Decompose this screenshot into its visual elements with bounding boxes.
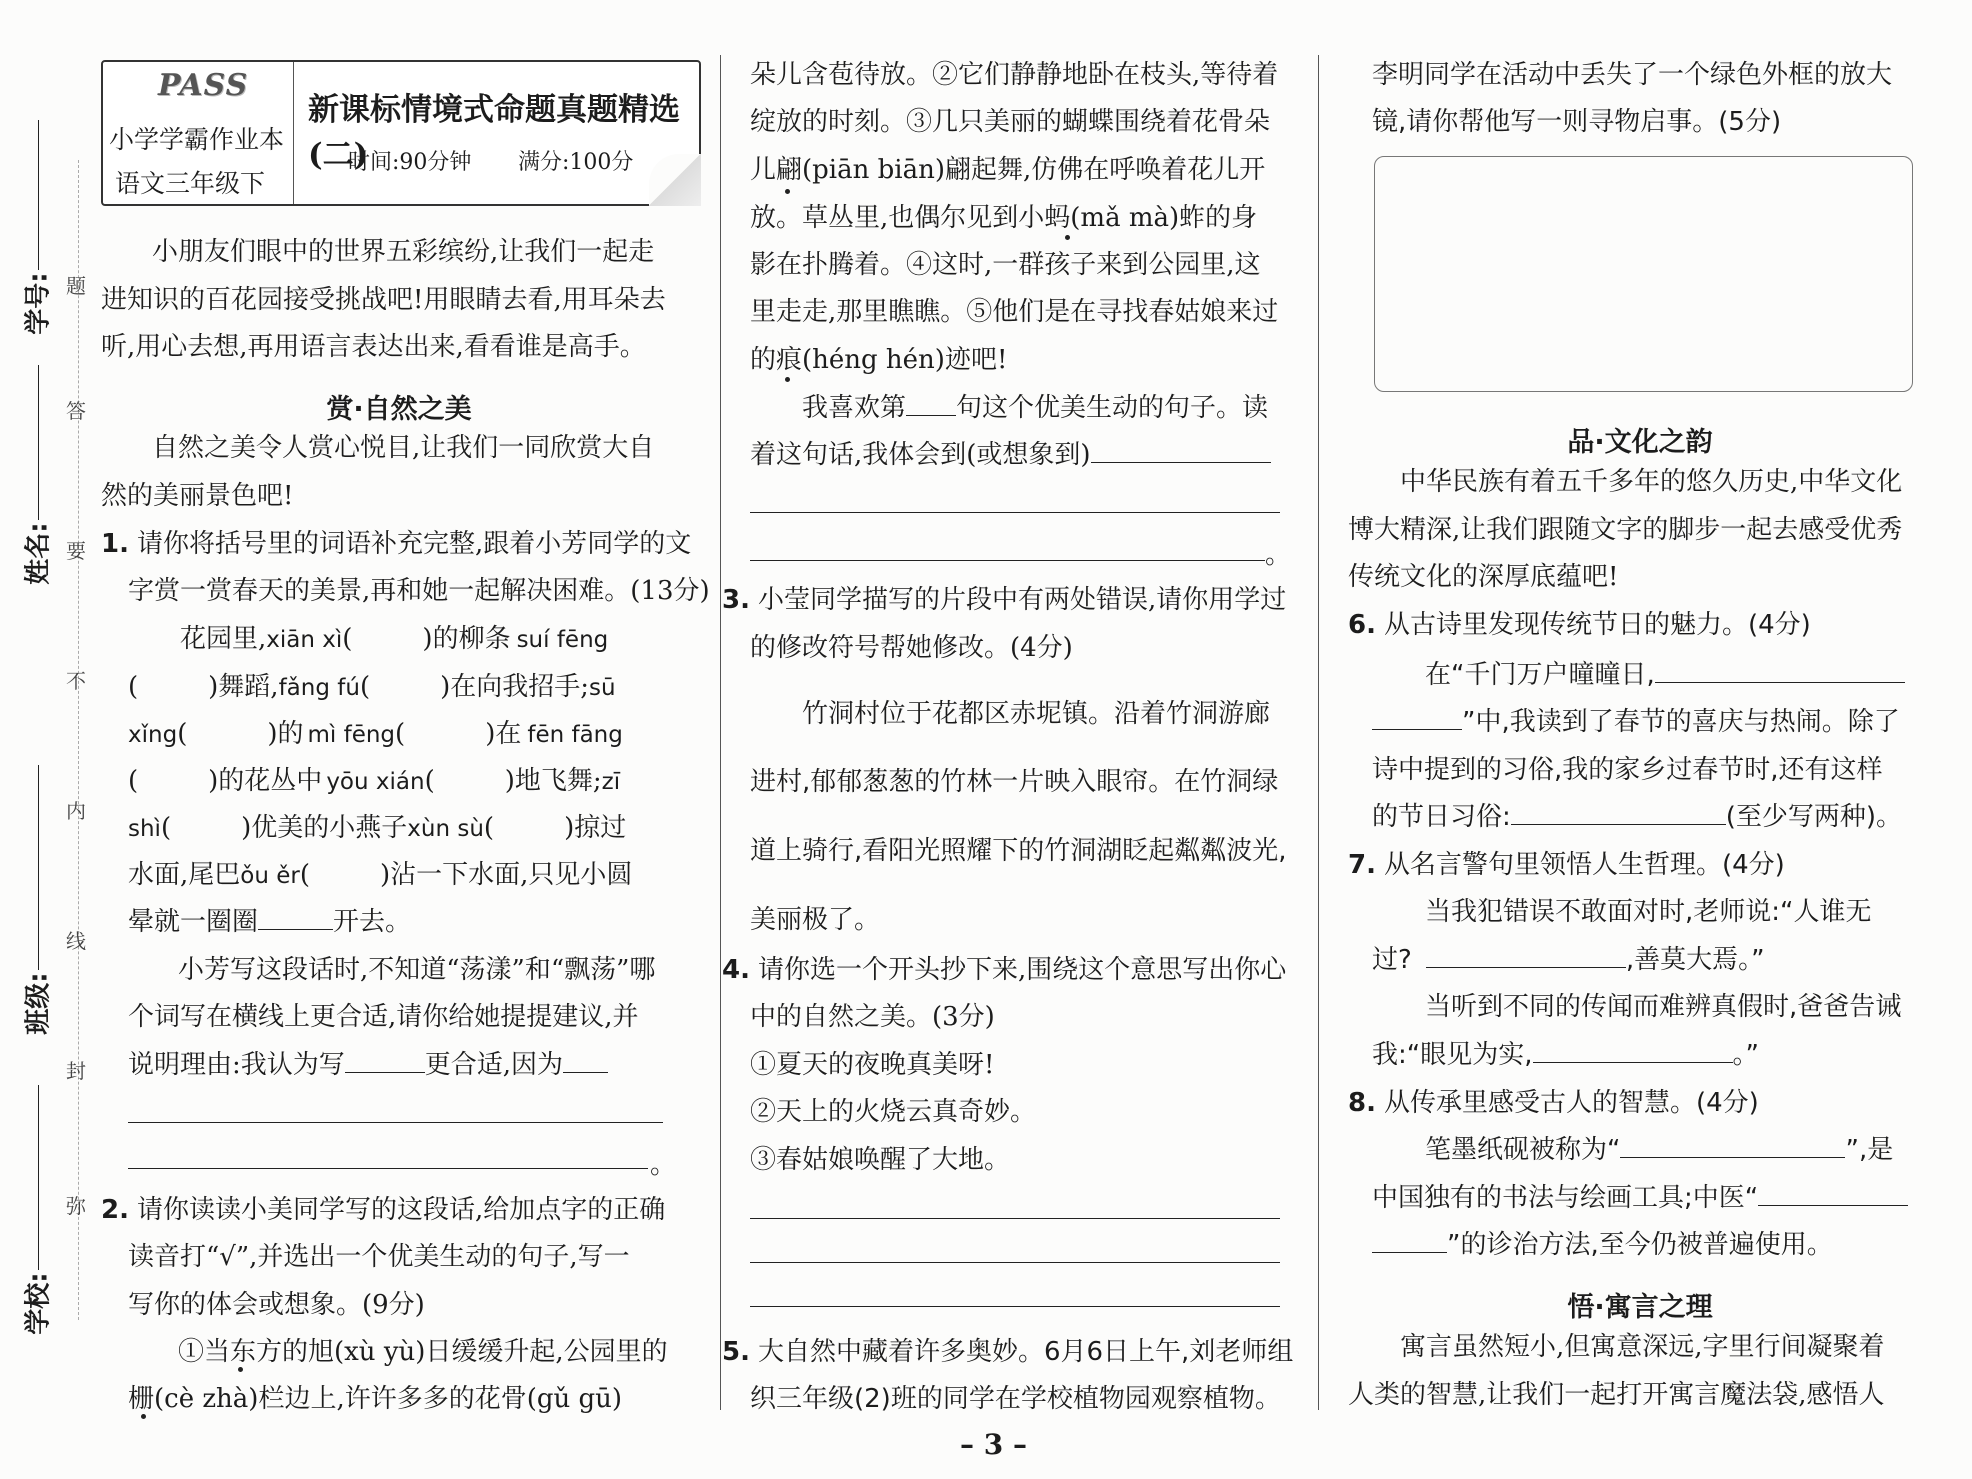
q1-pinyin: xùn sù bbox=[407, 816, 484, 842]
q1-line-1: 请你将括号里的词语补充完整,跟着小芳同学的文 bbox=[136, 529, 692, 559]
emphasis-dot bbox=[785, 377, 790, 382]
student-id-line[interactable] bbox=[38, 120, 39, 270]
emphasis-dot bbox=[141, 1414, 146, 1419]
binding-char-4: 不 bbox=[66, 669, 86, 693]
section-culture-intro-2: 博大精深,让我们跟随文字的脚步一起去感受优秀 bbox=[1348, 515, 1903, 545]
q6-line-3: 诗中提到的习俗,我的家乡过春节时,还有这样 bbox=[1372, 755, 1883, 785]
binding-char-6: 线 bbox=[66, 929, 86, 953]
time-label: 时间:90分钟 bbox=[348, 150, 472, 175]
q8-text: ”的诊治方法,至今仍被普遍使用。 bbox=[1447, 1230, 1833, 1260]
binding-char-1: 题 bbox=[66, 274, 86, 298]
q1-pinyin: fǎng fú bbox=[278, 675, 360, 701]
q1-text: )沾一下水面,只见小圆 bbox=[380, 860, 633, 890]
q1-pinyin: xiān xì bbox=[266, 627, 343, 653]
q7-text: 。” bbox=[1732, 1040, 1759, 1070]
q7-line-3: 当听到不同的传闻而难辨真假时,爸爸告诫 bbox=[1425, 992, 1902, 1022]
q1-text-2: 字赏一赏春天的美景,再和她一起解决困难。(13分) bbox=[128, 576, 710, 606]
school-label: 学校: bbox=[23, 1272, 54, 1335]
q1-bracket[interactable]: ( bbox=[128, 672, 139, 702]
q8-line-2 bbox=[1372, 1183, 1908, 1213]
section-nature-intro-1: 自然之美令人赏心悦目,让我们一同欣赏大自 bbox=[152, 433, 655, 463]
q1-number: 1. bbox=[101, 529, 129, 559]
q8-title-text: 从传承里感受古人的智慧。(4分) bbox=[1383, 1088, 1759, 1118]
q4-option-3: ③春姑娘唤醒了大地。 bbox=[750, 1145, 1011, 1175]
q7-line-4 bbox=[1372, 1040, 1759, 1070]
q3-text-1 bbox=[722, 585, 1286, 615]
binding-char-8: 弥 bbox=[66, 1194, 86, 1218]
q8-tools-blank[interactable] bbox=[1620, 1135, 1845, 1158]
q2-cont-6: 里走走,那里瞧瞧。⑤他们是在寻找春姑娘来过 bbox=[750, 297, 1279, 327]
q1-text: 花园里, bbox=[180, 624, 267, 654]
binding-dashed-line bbox=[78, 160, 79, 1320]
q6-text: 的节日习俗: bbox=[1372, 802, 1511, 832]
q1-pinyin: shì bbox=[128, 816, 161, 842]
q1-bracket[interactable]: ( bbox=[177, 719, 188, 749]
q7-title bbox=[1348, 850, 1785, 880]
q1-text: )掠过 bbox=[564, 813, 627, 843]
page-curl bbox=[649, 154, 701, 206]
q1-passage-line-1 bbox=[180, 624, 608, 655]
q1-reason-blank[interactable] bbox=[563, 1050, 608, 1073]
q1-answer-line-2[interactable] bbox=[128, 1168, 648, 1169]
q2-answer-1 bbox=[802, 393, 1268, 423]
q1-text: )的柳条 bbox=[422, 624, 511, 654]
q1-period: 。 bbox=[650, 1150, 677, 1180]
q8-text: ”,是 bbox=[1845, 1135, 1894, 1165]
column-divider-1 bbox=[720, 55, 721, 1410]
q7-number: 7. bbox=[1348, 850, 1376, 880]
q2-cont-1: 朵儿含苞待放。②它们静静地卧在枝头,等待着 bbox=[750, 60, 1279, 90]
q1-blank[interactable] bbox=[258, 907, 333, 930]
score-label: 满分:100分 bbox=[518, 150, 634, 175]
q1-bracket[interactable]: ( bbox=[160, 813, 172, 843]
binding-char-2: 答 bbox=[66, 399, 86, 423]
q2-cont-5: 影在扑腾着。④这时,一群孩子来到公园里,这 bbox=[750, 250, 1261, 280]
q2-cont-7: 的痕(héng hén)迹吧! bbox=[750, 345, 1008, 375]
q1-bracket[interactable]: ( bbox=[299, 860, 310, 890]
q8-line-1 bbox=[1425, 1135, 1893, 1165]
q2-sentence-blank[interactable] bbox=[906, 393, 956, 416]
q6-text: (至少写两种)。 bbox=[1725, 802, 1903, 832]
q8-text: 笔墨纸砚被称为“ bbox=[1425, 1135, 1621, 1165]
q1-bracket[interactable]: ( bbox=[128, 766, 139, 796]
q1-passage-line-7 bbox=[128, 907, 411, 937]
q1-pinyin: zī bbox=[601, 769, 621, 795]
q4-text-1 bbox=[722, 955, 1286, 985]
q2-passage-1: ①当东方的旭(xù yù)日缓缓升起,公园里的 bbox=[178, 1337, 668, 1367]
school-line[interactable] bbox=[38, 1085, 39, 1270]
q1-follow-2: 个词写在横线上更合适,请你给她提提建议,并 bbox=[128, 1002, 639, 1032]
q7-text: 过? bbox=[1372, 945, 1412, 975]
q7-text: ,善莫大焉。” bbox=[1625, 945, 1765, 975]
q4-option-1: ①夏天的夜晚真美呀! bbox=[750, 1050, 995, 1080]
q1-word-blank[interactable] bbox=[345, 1050, 425, 1073]
class-line[interactable] bbox=[38, 765, 39, 970]
student-id-label: 学号: bbox=[23, 272, 54, 335]
q7-title-text: 从名言警句里领悟人生哲理。(4分) bbox=[1383, 850, 1785, 880]
header-divider bbox=[293, 62, 294, 204]
q1-text: )的 bbox=[267, 719, 304, 749]
q4-answer-line-1[interactable] bbox=[750, 1218, 1280, 1219]
class-label: 班级: bbox=[23, 972, 54, 1035]
q3-line-1: 小莹同学描写的片段中有两处错误,请你用学过 bbox=[757, 585, 1287, 615]
q2-answer-line-2[interactable] bbox=[750, 560, 1265, 561]
q5-cont-2: 镜,请你帮他写一则寻物启事。(5分) bbox=[1372, 107, 1782, 137]
q1-bracket[interactable]: ( bbox=[342, 624, 353, 654]
q3-text-2: 的修改符号帮她修改。(4分) bbox=[750, 633, 1073, 663]
section-nature-heading: 赏·自然之美 bbox=[326, 394, 472, 425]
q2-text: 着这句话,我体会到(或想象到) bbox=[750, 440, 1091, 470]
q8-title bbox=[1348, 1088, 1759, 1118]
section-nature-intro-2: 然的美丽景色吧! bbox=[101, 481, 294, 511]
q6-text: ”中,我读到了春节的喜庆与热闹。除了 bbox=[1462, 707, 1900, 737]
q1-follow-1: 小芳写这段话时,不知道“荡漾”和“飘荡”哪 bbox=[178, 955, 656, 985]
q2-period: 。 bbox=[1265, 540, 1292, 570]
grade-label: 语文三年级下 bbox=[115, 169, 266, 198]
q6-poem-blank-2[interactable] bbox=[1372, 707, 1462, 730]
q1-text: )地飞舞; bbox=[504, 766, 602, 796]
q1-text: )舞蹈, bbox=[208, 672, 279, 702]
q6-poem-blank[interactable] bbox=[1655, 660, 1905, 683]
q5-number: 5. bbox=[722, 1337, 750, 1367]
binding-char-3: 要 bbox=[66, 539, 86, 563]
section-culture-intro-1: 中华民族有着五千多年的悠久历史,中华文化 bbox=[1400, 467, 1903, 497]
section-fable-intro-2: 人类的智慧,让我们一起打开寓言魔法袋,感悟人 bbox=[1348, 1380, 1885, 1410]
section-culture-heading: 品·文化之韵 bbox=[1567, 427, 1713, 458]
series-name: 小学学霸作业本 bbox=[109, 125, 285, 154]
q1-pinyin: mì fēng bbox=[307, 722, 396, 748]
q2-text-3: 写你的体会或想象。(9分) bbox=[128, 1290, 425, 1320]
q3-passage-2: 进村,郁郁葱葱的竹林一片映入眼帘。在竹洞绿 bbox=[750, 767, 1279, 797]
q1-pinyin: sū bbox=[589, 675, 616, 701]
q2-text: 我喜欢第 bbox=[802, 393, 907, 423]
q1-bracket[interactable]: ( bbox=[395, 719, 406, 749]
section-fable-heading: 悟·寓言之理 bbox=[1567, 1292, 1713, 1323]
q4-answer-line-2[interactable] bbox=[750, 1262, 1280, 1263]
emphasis-dot bbox=[1065, 235, 1070, 240]
exam-title: 新课标情境式命题真题精选(二) bbox=[308, 92, 680, 173]
q1-text: )在 bbox=[485, 719, 522, 749]
q2-passage-2: 栅(cè zhà)栏边上,许许多多的花骨(gǔ gū) bbox=[128, 1384, 623, 1414]
q2-line-1: 请你读读小美同学写的这段话,给加点字的正确 bbox=[136, 1195, 666, 1225]
q1-pinyin: xǐng bbox=[128, 722, 178, 748]
q2-text-1 bbox=[101, 1195, 665, 1225]
q3-passage-1: 竹洞村位于花都区赤坭镇。沿着竹洞游廊 bbox=[802, 699, 1271, 729]
column-divider-2 bbox=[1318, 55, 1319, 1410]
lost-notice-box[interactable] bbox=[1374, 156, 1913, 392]
q8-line-3 bbox=[1372, 1230, 1833, 1260]
q7-line-2 bbox=[1372, 945, 1765, 975]
q6-line-4 bbox=[1372, 802, 1902, 832]
q3-passage-4: 美丽极了。 bbox=[750, 905, 881, 935]
q1-bracket[interactable]: ( bbox=[359, 672, 371, 702]
q8-text: 中国独有的书法与绘画工具;中医“ bbox=[1372, 1183, 1759, 1213]
q2-answer-line-1[interactable] bbox=[750, 512, 1280, 513]
q1-passage-line-5 bbox=[128, 813, 626, 844]
q1-bracket[interactable]: ( bbox=[424, 766, 435, 796]
emphasis-dot bbox=[238, 1367, 243, 1372]
name-label: 姓名: bbox=[23, 522, 54, 585]
q5-cont-1: 李明同学在活动中丢失了一个绿色外框的放大 bbox=[1372, 60, 1893, 90]
page-number: – 3 – bbox=[960, 1428, 1027, 1461]
q8-number: 8. bbox=[1348, 1088, 1376, 1118]
q2-number: 2. bbox=[101, 1195, 129, 1225]
q6-line-1 bbox=[1425, 660, 1905, 690]
q6-title bbox=[1348, 610, 1811, 640]
q4-text-2: 中的自然之美。(3分) bbox=[750, 1002, 995, 1032]
q2-text: 句这个优美生动的句子。读 bbox=[956, 393, 1269, 423]
q6-line-2 bbox=[1372, 707, 1900, 737]
q1-text: 晕就一圈圈 bbox=[128, 907, 259, 937]
q1-text: )优美的小燕子 bbox=[241, 813, 408, 843]
q6-text: 在“千门万户曈曈日, bbox=[1425, 660, 1655, 690]
q4-option-2: ②天上的火烧云真奇妙。 bbox=[750, 1097, 1037, 1127]
q3-number: 3. bbox=[722, 585, 750, 615]
q4-number: 4. bbox=[722, 955, 750, 985]
q1-text: )在向我招手; bbox=[440, 672, 589, 702]
q2-feel-blank[interactable] bbox=[1091, 440, 1271, 463]
section-fable-intro-1: 寓言虽然短小,但寓意深远,字里行间凝聚着 bbox=[1400, 1332, 1885, 1362]
q2-answer-2 bbox=[750, 440, 1271, 470]
q4-line-1: 请你选一个开头抄下来,围绕这个意思写出你心 bbox=[757, 955, 1287, 985]
q1-text: 更合适,因为 bbox=[424, 1050, 564, 1080]
q8-medicine-blank-2[interactable] bbox=[1372, 1230, 1447, 1253]
q7-quote-blank[interactable] bbox=[1426, 945, 1626, 968]
q2-text-2: 读音打“√”,并选出一个优美生动的句子,写一 bbox=[128, 1242, 630, 1272]
name-line[interactable] bbox=[38, 365, 39, 520]
q1-passage-line-6 bbox=[128, 860, 632, 891]
q4-answer-line-3[interactable] bbox=[750, 1306, 1280, 1307]
pass-logo: PASS bbox=[158, 68, 249, 103]
intro-line-1: 小朋友们眼中的世界五彩缤纷,让我们一起走 bbox=[152, 237, 655, 267]
q2-cont-3: 儿翩(piān biān)翩起舞,仿佛在呼唤着花儿开 bbox=[750, 155, 1266, 185]
q2-cont-4: 放。草丛里,也偶尔见到小蚂(mǎ mà)蚱的身 bbox=[750, 203, 1258, 233]
q1-pinyin: ǒu ěr bbox=[240, 863, 300, 889]
intro-line-3: 听,用心去想,再用语言表达出来,看看谁是高手。 bbox=[101, 332, 646, 362]
q5-text-2: 织三年级(2)班的同学在学校植物园观察植物。 bbox=[750, 1384, 1281, 1414]
q1-pinyin: fēn fāng bbox=[527, 722, 623, 748]
q1-text: )的花丛中 bbox=[208, 766, 323, 796]
q2-cont-2: 绽放的时刻。③几只美丽的蝴蝶围绕着花骨朵 bbox=[750, 107, 1271, 137]
emphasis-dot bbox=[785, 189, 790, 194]
q1-text: 说明理由:我认为写 bbox=[128, 1050, 345, 1080]
intro-line-2: 进知识的百花园接受挑战吧!用眼睛去看,用耳朵去 bbox=[101, 285, 666, 315]
q1-text-1 bbox=[101, 529, 691, 559]
q1-pinyin: suí fēng bbox=[516, 627, 609, 653]
q1-bracket[interactable]: ( bbox=[483, 813, 495, 843]
q5-text-1 bbox=[722, 1337, 1293, 1367]
q3-passage-3: 道上骑行,看阳光照耀下的竹洞湖眨起粼粼波光, bbox=[750, 836, 1287, 866]
binding-char-5: 内 bbox=[66, 799, 86, 823]
q7-text: 我:“眼见为实, bbox=[1372, 1040, 1533, 1070]
section-culture-intro-3: 传统文化的深厚底蕴吧! bbox=[1348, 562, 1619, 592]
q5-line-1: 大自然中藏着许多奥妙。6月6日上午,刘老师组 bbox=[757, 1337, 1294, 1367]
q8-medicine-blank[interactable] bbox=[1758, 1183, 1908, 1206]
q6-number: 6. bbox=[1348, 610, 1376, 640]
q6-title-text: 从古诗里发现传统节日的魅力。(4分) bbox=[1383, 610, 1811, 640]
q1-passage-line-3 bbox=[128, 719, 623, 750]
q1-follow-3 bbox=[128, 1050, 608, 1080]
binding-char-7: 封 bbox=[66, 1059, 86, 1083]
q1-passage-line-4 bbox=[128, 766, 620, 797]
q1-text: 开去。 bbox=[333, 907, 412, 937]
header-box bbox=[101, 60, 701, 206]
q6-custom-blank[interactable] bbox=[1511, 802, 1726, 825]
q7-saying-blank[interactable] bbox=[1533, 1040, 1733, 1063]
q1-text: 水面,尾巴 bbox=[128, 860, 241, 890]
q1-passage-line-2 bbox=[128, 672, 616, 703]
q7-line-1: 当我犯错误不敢面对时,老师说:“人谁无 bbox=[1425, 897, 1872, 927]
q1-answer-line-1[interactable] bbox=[128, 1122, 663, 1123]
q1-pinyin: yōu xián bbox=[326, 769, 425, 795]
